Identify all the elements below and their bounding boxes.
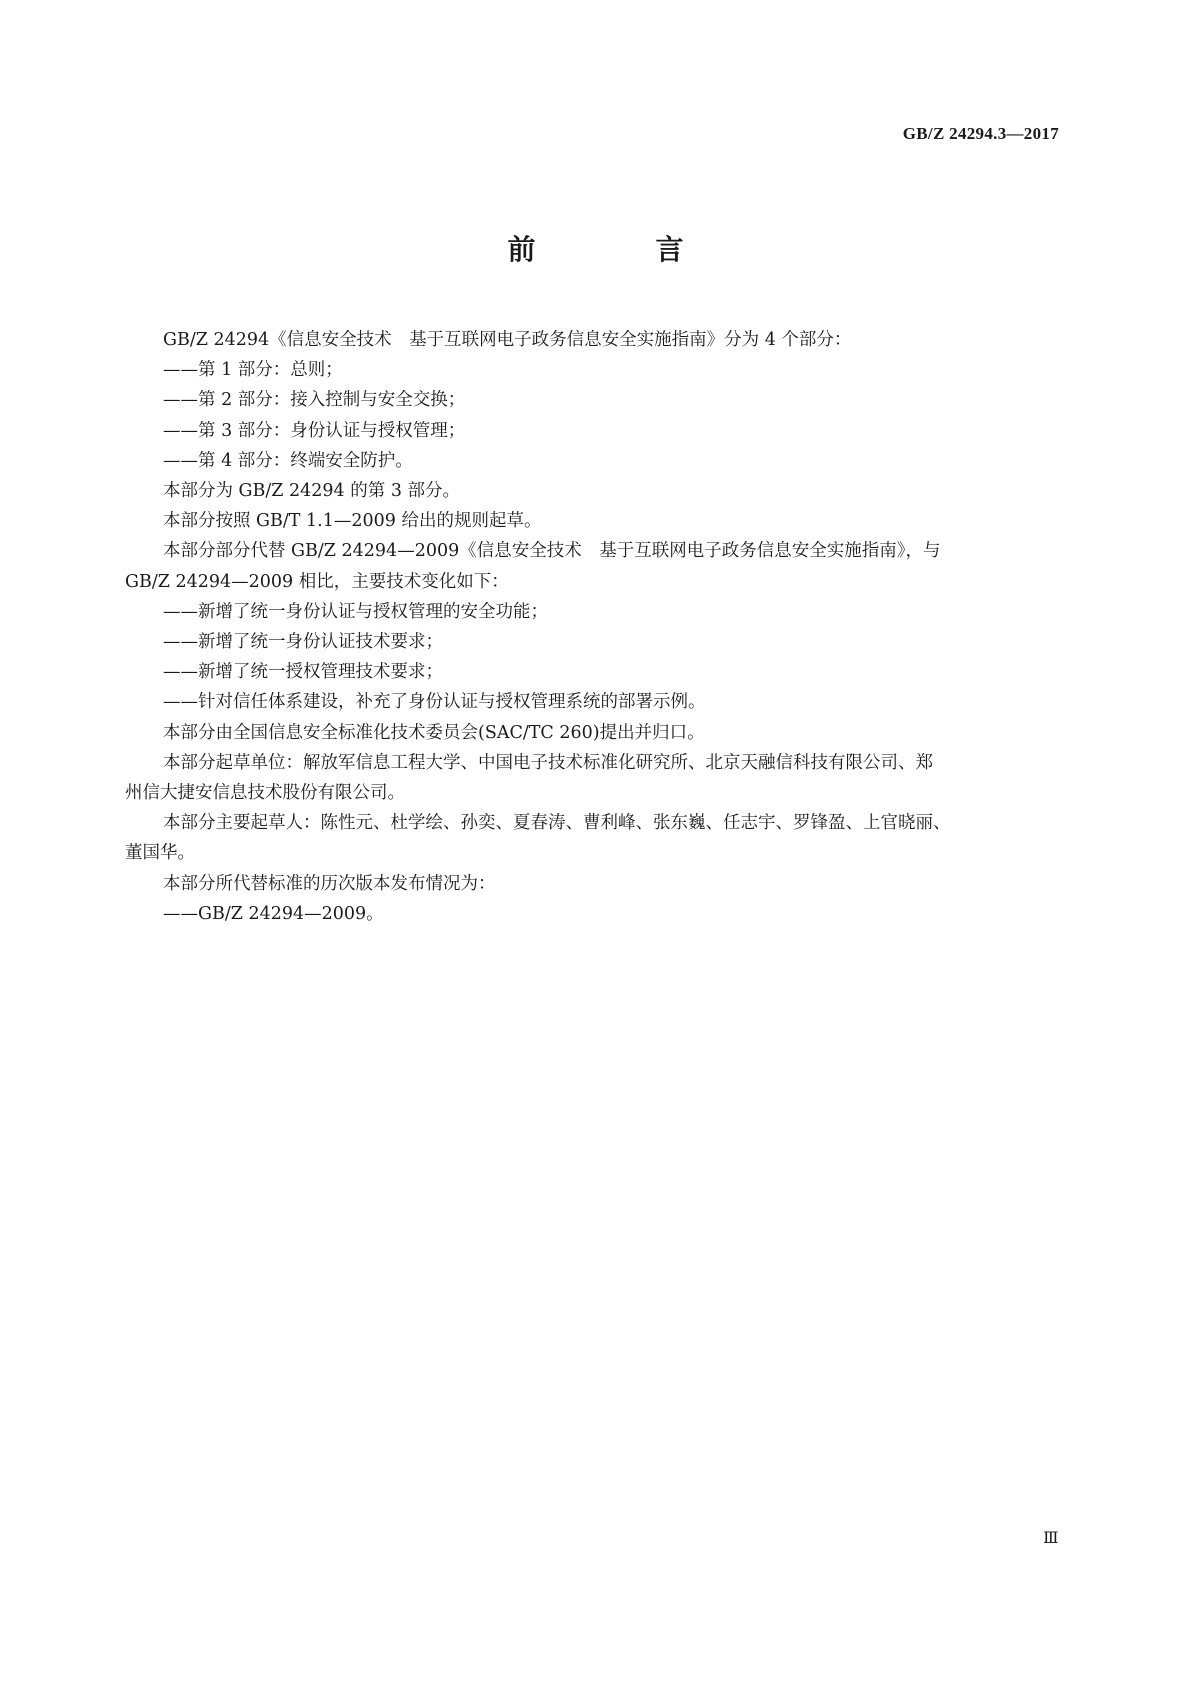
list-item-part-1: ——第 1 部分：总则； (163, 360, 343, 381)
paragraph-drafting-units (125, 748, 1060, 808)
list-item-change-4: ——针对信任体系建设，补充了身份认证与授权管理系统的部署示例。 (163, 692, 706, 713)
paragraph-drafters (125, 808, 1060, 868)
paragraph-proposer: 本部分由全国信息安全标准化技术委员会(SAC/TC 260)提出并归口。 (163, 722, 705, 743)
paragraph-drafting-units-line-2: 州信大捷安信息技术股份有限公司。 (125, 783, 405, 804)
list-item-part-2: ——第 2 部分：接入控制与安全交换； (163, 390, 466, 411)
paragraph-drafting-rules: 本部分按照 GB/T 1.1—2009 给出的规则起草。 (163, 511, 542, 532)
paragraph-replacement-line-2: GB/Z 24294—2009 相比，主要技术变化如下： (125, 571, 509, 592)
paragraph-replacement (125, 536, 1060, 596)
list-item-part-3: ——第 3 部分：身份认证与授权管理； (163, 420, 466, 441)
list-item-history-1: ——GB/Z 24294—2009。 (163, 903, 384, 924)
list-item-change-3: ——新增了统一授权管理技术要求； (163, 662, 443, 683)
paragraph-replacement-line-1: 本部分部分代替 GB/Z 24294—2009《信息安全技术 基于互联网电子政务信息安全实施指南》，与 (163, 541, 941, 562)
paragraph-drafters-line-1: 本部分主要起草人：陈性元、杜学绘、孙奕、夏春涛、曹利峰、张东巍、任志宇、罗锋盈、上官晓丽、 (163, 813, 951, 834)
paragraph-drafters-line-2: 董国华。 (125, 843, 195, 864)
paragraph-history: 本部分所代替标准的历次版本发布情况为： (163, 873, 496, 894)
list-item-change-2: ——新增了统一身份认证技术要求； (163, 632, 443, 653)
list-item-change-1: ——新增了统一身份认证与授权管理的安全功能； (163, 601, 548, 622)
paragraph-part-statement: 本部分为 GB/Z 24294 的第 3 部分。 (163, 481, 461, 502)
list-item-part-4: ——第 4 部分：终端安全防护。 (163, 450, 413, 471)
paragraph-drafting-units-line-1: 本部分起草单位：解放军信息工程大学、中国电子技术标准化研究所、北京天融信科技有限公司、郑 (163, 752, 933, 773)
paragraph-intro: GB/Z 24294《信息安全技术 基于互联网电子政务信息安全实施指南》分为 4 个部分： (163, 330, 852, 350)
standard-number: GB/Z 24294.3—2017 (902, 124, 1059, 143)
page-title: 前 言 (507, 233, 730, 266)
foreword-body (125, 325, 1060, 929)
page-number: Ⅲ (1043, 1530, 1059, 1547)
